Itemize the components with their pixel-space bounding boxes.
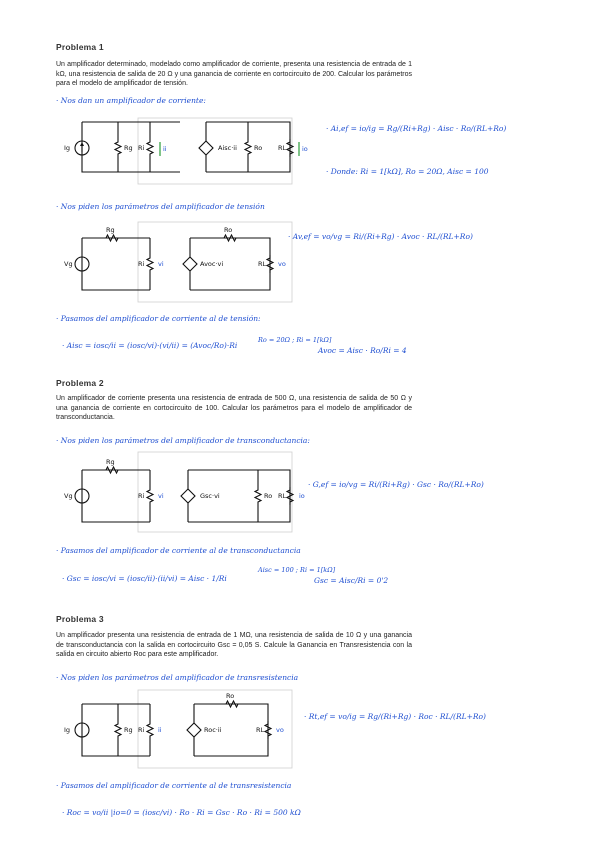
label-ri-4: Ri (138, 726, 145, 734)
resistor-ri-icon (147, 139, 153, 157)
p1-eq-conversion: · Aisc = iosc/ii = (iosc/vi)·(vi/ii) = (Avoc/Ro)·Ri (62, 341, 238, 350)
label-rg-2: Rg (106, 226, 115, 234)
label-ri: Ri (138, 144, 145, 152)
label-src4: Roc·ii (204, 726, 222, 734)
label-rl-4: RL (256, 726, 265, 734)
resistor-rg-icon (115, 139, 121, 157)
label-ri-2: Ri (138, 260, 145, 268)
label-src3: Gsc·vi (200, 492, 220, 500)
p3-note-conversion: · Pasamos del amplificador de corriente al de transresistencia (56, 781, 292, 790)
p2-eq-transconductance: · G,ef = io/vg = Ri/(Ri+Rg) · Gsc · Ro/(RL+Ro) (308, 480, 484, 489)
label-rl-2: RL (258, 260, 267, 268)
p3-eq-transresistance: · Rt,ef = vo/ig = Rg/(Ri+Rg) · Roc · RL/(RL+Ro) (304, 712, 486, 721)
p1-eq-conversion-values: Ro = 20Ω ; Ri = 1[kΩ] (258, 336, 332, 344)
label-vi-3: vi (158, 492, 164, 500)
p1-note-voltage-amp: · Nos piden los parámetros del amplificador de tensión (56, 202, 265, 211)
label-ii-4: ii (158, 726, 162, 734)
problem-2-statement: Un amplificador de corriente presenta una resistencia de entrada de 500 Ω, una resistencia de salida de 50 Ω y una ganancia de corriente en cortocircuito de 100. Calcular los parámetros para el modelo de amplificador de transconductancia. (56, 395, 412, 422)
label-rg: Rg (124, 144, 133, 152)
label-rg-3: Rg (106, 458, 115, 466)
label-vo: vo (278, 260, 286, 268)
label-ro-2: Ro (224, 226, 233, 234)
p2-note-conversion: · Pasamos del amplificador de corriente al de transconductancia (56, 546, 301, 555)
problem-2-title: Problema 2 (56, 378, 104, 388)
p1-eq-current-gain: · Ai,ef = io/ig = Rg/(Ri+Rg) · Aisc · Ro/(RL+Ro) (326, 124, 507, 133)
p1-note-current-amp: · Nos dan un amplificador de corriente: (56, 96, 206, 105)
label-rg-4: Rg (124, 726, 133, 734)
problem-1-statement: Un amplificador determinado, modelado como amplificador de corriente, presenta una resistencia de entrada de 1 kΩ, una resistencia de salida de 20 Ω y una ganancia de corriente en cortocircuito de 200. Calcular los parámetros para el modelo de amplificador de tensión. (56, 61, 412, 88)
p3-eq-conversion: · Roc = vo/ii |io=0 = (iosc/vi) · Ro · Ri = Gsc · Ro · Ri = 500 kΩ (62, 808, 301, 817)
label-ri-3: Ri (138, 492, 145, 500)
p2-eq-conversion-values: Aisc = 100 ; Ri = 1[kΩ] (258, 566, 336, 574)
label-io-3: io (299, 492, 305, 500)
label-ro: Ro (254, 144, 263, 152)
circuit-1-current-amplifier (75, 118, 299, 184)
label-ro-4: Ro (226, 692, 235, 700)
p1-given-values: · Donde: Ri = 1[kΩ], Ro = 20Ω, Aisc = 100 (326, 167, 489, 176)
dependent-source-icon (199, 141, 213, 155)
problem-3-title: Problema 3 (56, 614, 104, 624)
label-vg: Vg (64, 260, 73, 268)
label-vo-4: vo (276, 726, 284, 734)
label-vi: vi (158, 260, 164, 268)
label-rl: RL (278, 144, 287, 152)
p1-eq-result: Avoc = Aisc · Ro/Ri = 4 (318, 346, 407, 355)
p2-eq-result: Gsc = Aisc/Ri = 0'2 (314, 576, 389, 585)
label-ro-3: Ro (264, 492, 273, 500)
p2-note-transconductance: · Nos piden los parámetros del amplificador de transconductancia: (56, 436, 310, 445)
problem-1-title: Problema 1 (56, 42, 104, 52)
label-io: io (302, 145, 308, 153)
label-ii: ii (163, 145, 167, 153)
problem-3-statement: Un amplificador presenta una resistencia de entrada de 1 MΩ, una resistencia de salida de 10 Ω y una ganancia de transconductancia con la salida en cortocircuito Gsc = 0,05 S. Calcule la Ganancia en Transresistencia con la salida en circuito abierto Roc para este amplificador. (56, 632, 412, 659)
label-vg-3: Vg (64, 492, 73, 500)
p3-note-transresistance: · Nos piden los parámetros del amplificador de transresistencia (56, 673, 299, 682)
p2-eq-conversion: · Gsc = iosc/vi = (iosc/ii)·(ii/vi) = Aisc · 1/Ri (62, 574, 227, 583)
label-src2: Avoc·vi (200, 260, 224, 268)
label-rl-3: RL (278, 492, 287, 500)
label-ig-4: Ig (64, 726, 71, 734)
p1-note-conversion: · Pasamos del amplificador de corriente al de tensión: (56, 314, 261, 323)
resistor-ro-icon (245, 139, 251, 157)
p1-eq-voltage-gain: · Av,ef = vo/vg = Ri/(Ri+Rg) · Avoc · RL/(RL+Ro) (288, 232, 473, 241)
label-src1: Aisc·ii (218, 144, 237, 152)
label-ig: Ig (64, 144, 71, 152)
